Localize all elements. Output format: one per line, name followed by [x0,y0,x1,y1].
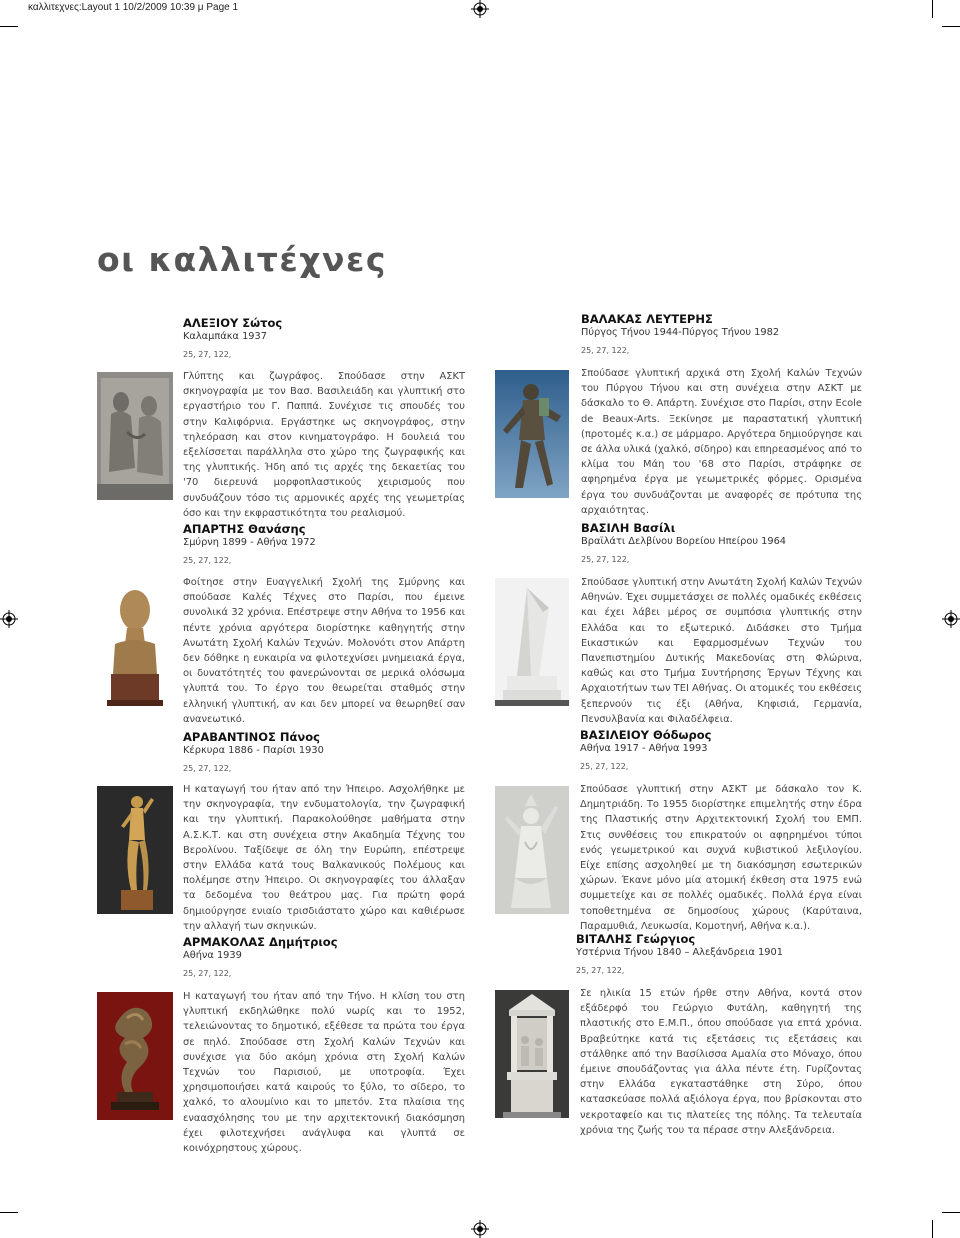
crop-mark [942,1212,960,1213]
artist-name: ΑΡΜΑΚΟΛΑΣ Δημήτριος [183,935,338,949]
artist-dates: Πύργος Τήνου 1944-Πύργος Τήνου 1982 [581,327,780,338]
artist-dates: Σμύρνη 1899 - Αθήνα 1972 [183,537,316,548]
artwork-photo [97,992,173,1120]
registration-mark-top [471,0,489,18]
artist-name: ΒΑΣΙΛΕΙΟΥ Θόδωρος [580,728,712,742]
artist-pages: 25, 27, 122, [581,346,630,355]
artwork-photo [495,370,569,498]
artist-bio: Σε ηλικία 15 ετών ήρθε στην Αθήνα, κοντά στον εξάδερφό του Γεώργιο Φυτάλη, καθηγητή της πλαστικής στο Ε.Μ.Π., όπου σπούδασε για επτά χρόνια. Βραβεύτηκε κατά τις εξετάσεις τις εξετάσεις και στάλθηκε από την Βασίλισσα Αμαλία στο Μόναχο, όπου έμεινε σπουδάζοντας για άλλα πέντε έτη. Γυρίζοντας στην Ελλάδα εγκαταστάθηκε στη Σύρο, όπου κατασκεύασε πολλά αξιόλογα έργα, που βρίσκονται στο νεκροταφείο και τις πλατείες της πόλης. Τα τελευταία χρόνια της ζωής του τα πέρασε στην Αλεξάνδρεια. [580,988,862,1136]
registration-mark-bottom [471,1220,489,1238]
artwork-photo [495,578,569,706]
page-title: οι καλλιτέχνες [97,240,387,279]
crop-mark [942,26,960,27]
artist-bio: Η καταγωγή του ήταν από την Ήπειρο. Ασχολήθηκε με την σκηνογραφία, την ενδυματολογία, την ζωγραφική και την γλυπτική. Παρακολούθησε μαθήματα στην Α.Σ.Κ.Τ. και στη συνέχεια στην Ακαδημία Τέχνης του Βερολίνου. Ταξίδεψε σε όλη την Ευρώπη, επέστρεψε στην Ελλάδα κατά τους Βαλκανικούς Πολέμους και πολέμησε στην Ήπειρο. Οι σκηνογραφίες του άλλαξαν τα δεδομένα του θεάτρου μας. Για πρώτη φορά δημιούργησε ενιαίο τρισδιάστατο χώρο και καθιέρωσε την αλλαγή των σκηνικών. [183,784,465,932]
artwork-photo [495,990,569,1118]
artist-name: ΑΡΑΒΑΝΤΙΝΟΣ Πάνος [183,730,320,744]
artist-pages: 25, 27, 122, [183,350,232,359]
artist-bio: Σπούδασε γλυπτική στην ΑΣΚΤ με δάσκαλο τον Κ. Δημητριάδη. Το 1955 διορίστηκε επιμελητής στην έδρα της Πλαστικής στην Αρχιτεκτονική Σχολή του ΕΜΠ. Στις συνθέσεις του επικρατούν οι αφηρημένοι τύποι ενός γεωμετρικού και συχνά κυβιστικού λεξιλογίου. Είχε επίσης ασχοληθεί με τη διακόσμηση εσωτερικών χώρων. Έκανε μόνο μία ατομική έκθεση στα 1975 ενώ συμμετείχε και σε πολλές ομαδικές. Πολλά έργα είναι τοποθετημένα σε δημοσίους χώρους (Καρύταινα, Παραμυθιά, Λευκωσία, Κομοτηνή, Αθήνα κ.α.). [580,784,862,932]
print-slug: καλλιτεχνες:Layout 1 10/2/2009 10:39 μ Page 1 [28,2,239,13]
artist-dates: Καλαμπάκα 1937 [183,331,268,342]
artist-pages: 25, 27, 122, [576,966,625,975]
crop-mark [0,1212,18,1213]
crop-mark [932,1220,933,1238]
artist-pages: 25, 27, 122, [183,969,232,978]
artist-name: ΑΠΑΡΤΗΣ Θανάσης [183,522,306,536]
artist-dates: Βραϊλάτι Δελβίνου Βορείου Ηπείρου 1964 [581,536,787,547]
artist-bio: Φοίτησε στην Ευαγγελική Σχολή της Σμύρνης και σπούδασε Καλές Τέχνες στο Παρίσι, που έμεινε συνολικά 32 χρόνια. Επέστρεψε στην Αθήνα το 1956 και πέντε χρόνια αργότερα διορίστηκε καθηγητής στην Ανωτάτη Σχολή Καλών Τεχνών. Μολονότι στον Απάρτη δεν δόθηκε η ευκαιρία να φιλοτεχνίσει μνημειακά έργα, οι δυνατότητές του φανερώνονται σε μερικά ολόσωμα γλυπτά του. Το έργο του θεωρείται σταθμός στην ελληνική γλυπτική, αν και δεν μπορεί να θεωρηθεί σαν ανανεωτικό. [183,577,465,725]
artwork-photo [495,786,569,914]
artist-dates: Αθήνα 1917 - Αθήνα 1993 [580,743,708,754]
artist-bio: Η καταγωγή του ήταν από την Τήνο. Η κλίση του στη γλυπτική εκδηλώθηκε πολύ νωρίς και το 1952, τελειώνοντας το δημοτικό, εξέθεσε τα πρώτα του έργα σε πηλό. Σπούδασε στη Σχολή Καλών Τεχνών και συνέχισε για δύο ακόμη χρόνια στη Σχολή Καλών Τεχνών του Παρισιού, με υποτροφία. Έχει χρησιμοποιήσει κατά καιρούς το ξύλο, το σίδερο, το χαλκό, το αλουμίνιο και το μπετόν. Στα πλαίσια της εναασχόλησης του με την αρχιτεκτονική διακόσμηση έχει φιλοτεχνήσει ανάγλυφα και γλυπτά σε κοινόχρηστους χώρους. [183,991,465,1155]
registration-mark-left [0,610,18,628]
artwork-photo [97,786,173,914]
artist-name: ΑΛΕΞΙΟΥ Σώτος [183,316,283,330]
artist-bio: Γλύπτης και ζωγράφος. Σπούδασε στην ΑΣΚΤ σκηνογραφία με τον Βασ. Βασιλειάδη και γλυπτική στο εργαστήριο του Γ. Παππά. Συνέχισε τις σπουδές του στην Καλιφόρνια. Εργάστηκε ως σκηνογράφος, στην τηλεόραση και στον κινηματογράφο. Η δουλειά του εξελίσσεται παράλληλα στο χώρο της ζωγραφικής και της γλυπτικής. Ήδη από τις αρχές της δεκαετίας του '70 διερευνά μορφοπλαστικούς χειρισμούς που συνδυάζουν τόσο τις αρμονικές αρχές της γεωμετρίας όσο και την εκφραστικότητα του ρεαλισμού. [183,371,465,519]
artist-dates: Αθήνα 1939 [183,950,242,961]
crop-mark [932,0,933,18]
artist-dates: Κέρκυρα 1886 - Παρίσι 1930 [183,745,324,756]
artwork-photo [97,372,173,500]
artist-name: ΒΙΤΑΛΗΣ Γεώργιος [576,932,696,946]
artist-pages: 25, 27, 122, [183,764,232,773]
artist-name: ΒΑΣΙΛΗ Βασίλι [581,521,676,535]
registration-mark-right [942,610,960,628]
artist-pages: 25, 27, 122, [581,555,630,564]
artist-pages: 25, 27, 122, [580,762,629,771]
artist-bio: Σπούδασε γλυπτική στην Ανωτάτη Σχολή Καλών Τεχνών Αθηνών. Έχει συμμετάσχει σε πολλές ομαδικές εκθέσεις και έχει λάβει μέρος σε συμπόσια γλυπτικής στην Ελλάδα και το εξωτερικό. Διδάσκει στο Τμήμα Εικαστικών και Εφαρμοσμένων Τεχνών του Πανεπιστημίου Δυτικής Μακεδονίας στη Φλώρινα, καθώς και στο Τμήμα Συντήρησης Έργων Τέχνης και Αρχαιοτήτων των ΤΕΙ Αθήνας. Οι ατομικές του εκθέσεις ξεπερνούν τις έξι (Αθήνα, Κηφισιά, Γερμανία, Πενσυλβανία και Φιλαδέλφεια. [581,577,862,725]
artist-bio: Σπούδασε γλυπτική αρχικά στη Σχολή Καλών Τεχνών του Πύργου Τήνου και στη συνέχεια στην ΑΣΚΤ με δάσκαλο το Θ. Απάρτη. Συνέχισε στο Παρίσι, στην Ecole de Beaux-Arts. Ξεκίνησε με παραστατική γλυπτική (προτομές κ.α.) σε μάρμαρο. Αργότερα δημιούργησε και σε άλλα υλικά (χαλκό, σίδηρο) και επηρεασμένος από το κλίμα του Μάη του '68 στο Παρίσι, στράφηκε σε αφηρημένα έργα με γεωμετρικές φόρμες. Ορισμένα έργα του συνδυάζονται με αναφορές σε πρότυπα της αρχαιότητας. [581,368,862,516]
artwork-photo [97,578,173,706]
crop-mark [0,26,18,27]
artist-dates: Υστέρνια Τήνου 1840 – Αλεξάνδρεια 1901 [576,947,783,958]
artist-pages: 25, 27, 122, [183,556,232,565]
artist-name: ΒΑΛΑΚΑΣ ΛΕΥΤΕΡΗΣ [581,312,713,326]
